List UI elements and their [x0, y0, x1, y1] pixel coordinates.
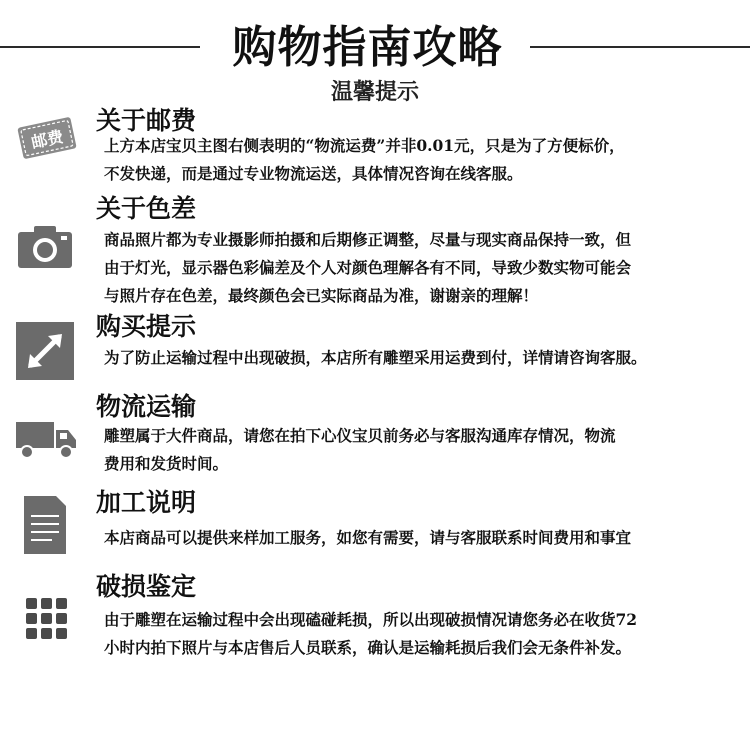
section-title: 加工说明 — [96, 488, 197, 517]
stamp-label: 邮费 — [29, 126, 65, 153]
section-title: 关于色差 — [96, 194, 197, 223]
camera-icon — [14, 216, 76, 278]
section-body — [104, 422, 739, 478]
body-line: 本店商品可以提供来样加工服务，如您有需要，请与客服联系时间费用和事宜 — [104, 528, 632, 547]
postage-stamp-icon — [12, 108, 82, 168]
section-title: 物流运输 — [96, 392, 197, 421]
section-body — [104, 524, 739, 552]
section-title: 购买提示 — [96, 312, 197, 341]
section-body — [104, 132, 739, 188]
page-title: 购物指南攻略 — [232, 22, 503, 73]
section-body — [104, 344, 739, 372]
body-line: 雕塑属于大件商品，请您在拍下心仪宝贝前务必与客服沟通库存情况，物流 — [104, 426, 616, 445]
header-rule-right — [530, 46, 750, 48]
resize-arrows-icon — [14, 320, 76, 382]
body-line: 与照片存在色差，最终颜色会已实际商品为准，谢谢亲的理解！ — [104, 286, 539, 305]
body-line: 费用和发货时间。 — [104, 454, 229, 473]
section-body — [104, 226, 739, 310]
header-rule-left — [0, 46, 200, 48]
body-line: 小时内拍下照片与本店售后人员联系，确认是运输耗损后我们会无条件补发。 — [104, 638, 632, 657]
section-title: 破损鉴定 — [96, 572, 197, 601]
section-title: 关于邮费 — [96, 106, 197, 135]
body-line: 商品照片都为专业摄影师拍摄和后期修正调整，尽量与现实商品保持一致，但 — [104, 230, 632, 249]
section-body — [104, 606, 739, 662]
body-line: 由于灯光，显示器色彩偏差及个人对颜色理解各有不同，导致少数实物可能会 — [104, 258, 632, 277]
body-line: 上方本店宝贝主图右侧表明的“物流运费”并非0.01元，只是为了方便标价， — [104, 136, 625, 155]
grid-icon — [24, 596, 70, 642]
document-icon — [16, 494, 72, 556]
body-line: 由于雕塑在运输过程中会出现磕碰耗损，所以出现破损情况请您务必在收货72 — [104, 610, 638, 629]
truck-icon — [14, 412, 80, 462]
page-subtitle: 温馨提示 — [330, 79, 419, 105]
body-line: 不发快递，而是通过专业物流运送，具体情况咨询在线客服。 — [104, 164, 523, 183]
body-line: 为了防止运输过程中出现破损，本店所有雕塑采用运费到付，详情请咨询客服。 — [104, 348, 647, 367]
